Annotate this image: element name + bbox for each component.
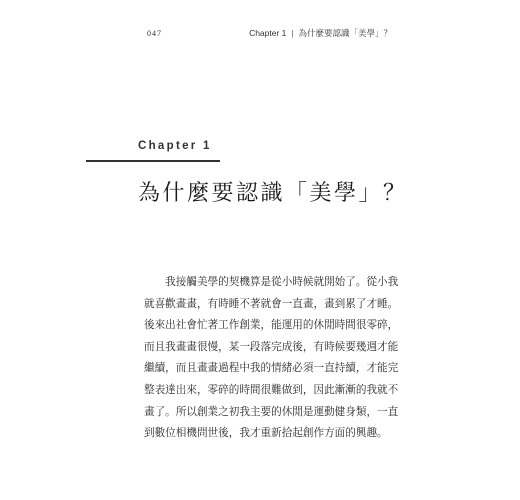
body-line: 而且我畫畫很慢，某一段落完成後，有時候要幾週才能 [144,340,399,353]
body-line: 到數位相機問世後，我才重新拾起創作方面的興趣。 [144,427,388,440]
chapter-rule [86,160,220,162]
body-line: 整表達出來，零碎的時間很難做到，因此漸漸的我就不 [144,383,399,396]
body-line: 繼續，而且畫畫過程中我的情緒必須一直持續，才能完 [144,362,399,375]
chapter-title: 為什麼要認識「美學」？ [138,181,408,206]
body-line: 我接觸美學的契機算是從小時候就開始了。從小我 [144,276,399,288]
running-header-chapter: Chapter 1 [249,28,287,38]
body-line: 畫了。所以創業之初我主要的休閒是運動健身類，一直 [144,405,399,418]
body-text [144,272,399,445]
page-number: 047 [147,29,162,38]
running-header [249,27,392,39]
body-line: 就喜歡畫畫，有時睡不著就會一直畫，畫到累了才睡。 [144,297,399,310]
chapter-label: Chapter 1 [138,140,212,152]
body-line: 後來出社會忙著工作創業，能運用的休閒時間很零碎， [144,319,399,332]
running-header-separator: | [291,28,294,38]
running-header-title: 為什麼要認識「美學」？ [298,29,392,39]
